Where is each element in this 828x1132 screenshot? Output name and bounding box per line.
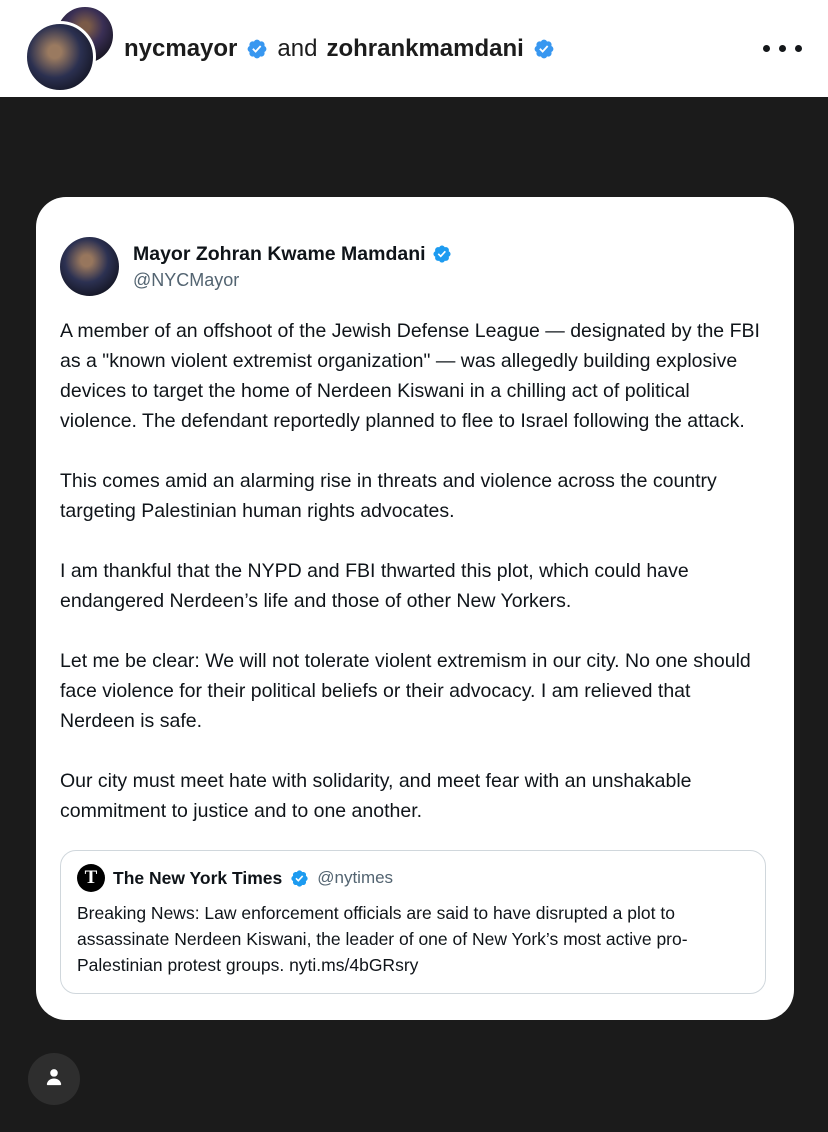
quoted-tweet-header (77, 864, 749, 892)
header-avatar-group[interactable] (12, 0, 116, 97)
post-author-title (124, 35, 555, 63)
tweet-screenshot-card (36, 197, 794, 1020)
tweet-header (60, 237, 766, 296)
quoted-handle: @nytimes (317, 868, 394, 887)
tagged-users-button[interactable] (28, 1053, 80, 1105)
tweet-author-block (133, 243, 452, 291)
verified-badge-icon (432, 244, 452, 264)
quoted-display-name: The New York Times (113, 867, 283, 888)
tweet-paragraph: I am thankful that the NYPD and FBI thwarted this plot, which could have endangered Nerdeen’s life and those of other New Yorkers. (60, 560, 689, 612)
tweet-paragraph: Our city must meet hate with solidarity, and meet fear with an unshakable commitment to justice and to one another. (60, 770, 692, 822)
verified-badge-icon (290, 869, 309, 888)
tweet-avatar (60, 237, 119, 296)
avatar-nycmayor (24, 21, 96, 93)
tweet-paragraph: This comes amid an alarming rise in threats and violence across the country targeting Palestinian human rights advocates. (60, 470, 717, 522)
title-conjunction: and (277, 34, 318, 62)
username-nycmayor[interactable]: nycmayor (124, 34, 238, 62)
nyt-logo-icon: T (77, 864, 105, 892)
quoted-tweet-text: Breaking News: Law enforcement officials are said to have disrupted a plot to assassinate Nerdeen Kiswani, the leader of one of New York’s most active pro-Palestinian protest groups. nyti.ms/4bGRsry (77, 903, 688, 975)
verified-badge-icon (246, 38, 268, 60)
tweet-display-name: Mayor Zohran Kwame Mamdani (133, 242, 426, 265)
username-zohrankmamdani[interactable]: zohrankmamdani (326, 34, 524, 62)
more-options-icon[interactable] (763, 37, 802, 60)
quoted-tweet-card[interactable] (60, 850, 766, 994)
post-media-area (0, 97, 828, 1132)
tweet-body (60, 316, 766, 826)
verified-badge-icon (533, 38, 555, 60)
tagged-person-icon (41, 1064, 67, 1095)
tweet-paragraph: Let me be clear: We will not tolerate violent extremism in our city. No one should face violence for their political beliefs or their advocacy. I am relieved that Nerdeen is safe. (60, 650, 751, 732)
tweet-paragraph: A member of an offshoot of the Jewish Defense League — designated by the FBI as a "known violent extremist organization" — was allegedly building explosive devices to target the home of Nerdeen Kiswani in a chilling act of political violence. The defendant reportedly planned to flee to Israel following the attack. (60, 320, 760, 432)
tweet-handle: @NYCMayor (133, 269, 240, 290)
post-header (0, 0, 828, 97)
